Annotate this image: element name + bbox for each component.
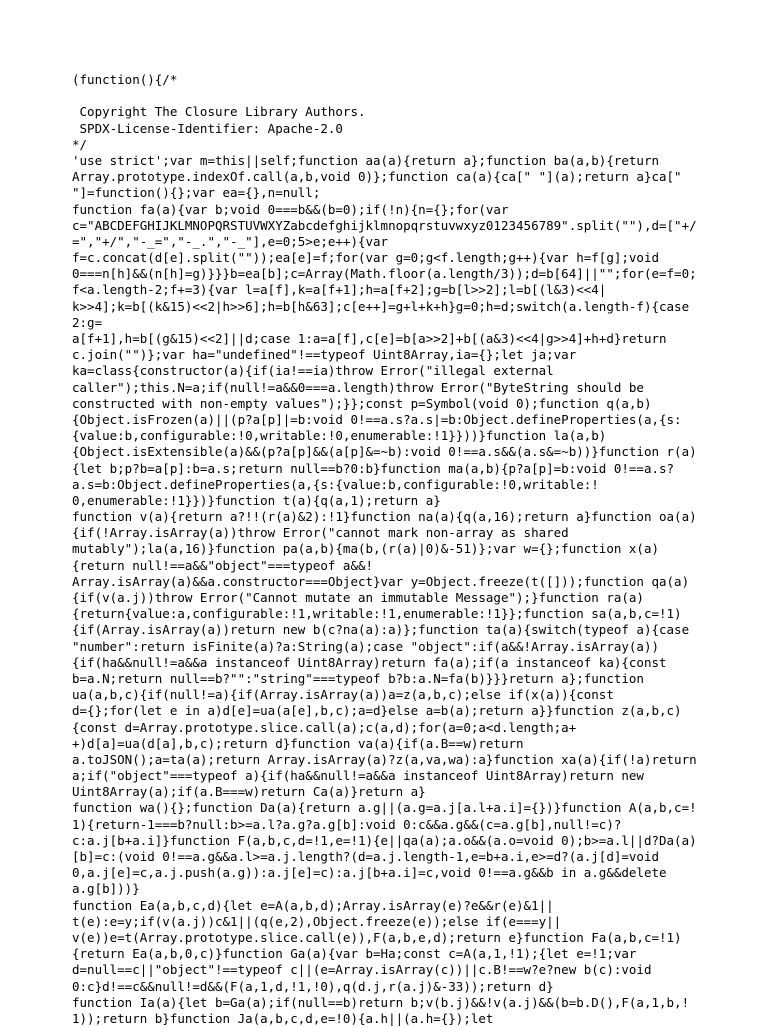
code-line: mutably");la(a,16)}function pa(a,b){ma(b,(r(a)|0)&-51)};var w={};function x(a) (72, 541, 659, 557)
code-line (72, 88, 712, 104)
code-line: function wa(){};function Da(a){return a.g||(a.g=a.j[a.l+a.i]={})}function A(a,b,c=! (72, 800, 697, 816)
code-line: d=null==c||"object"!==typeof c||(e=Array.isArray(c))||c.B!==w?e?new b(c):void (72, 962, 652, 978)
code-line: Array.prototype.indexOf.call(a,b,void 0)};function ca(a){ca[" "](a);return a}ca[" (72, 169, 682, 185)
code-line: a.toJSON();a=ta(a);return Array.isArray(a)?z(a,va,wa):a}function xa(a){if(!a)return (72, 751, 697, 767)
code-line: [b]=c:(void 0!==a.g&&a.l>=a.j.length?(d=a.j.length-1,e=b+a.i,e>=d?(a.j[d]=void (72, 849, 659, 864)
code-line: d={};for(let e in a)d[e]=ua(a[e],b,c);a=d}else a=b(a);return a}}function z(a,b,c) (72, 703, 682, 719)
code-line: "number":return isFinite(a)?a:String(a);case "object":if(a&&!Array.isArray(a)) (72, 638, 659, 654)
source-code-block (72, 72, 712, 1027)
code-line: SPDX-License-Identifier: Apache-2.0 (72, 120, 343, 136)
code-line: 1){return-1===b?null:b>=a.l?a.g?a.g[b]:void 0:c&&a.g&&(c=a.g[b],null!=c)? (72, 816, 622, 832)
code-line: {if(Array.isArray(a))return new b(c?na(a):a)};function ta(a){switch(typeof a){case (72, 622, 690, 638)
code-line: {let b;p?b=a[p]:b=a.s;return null==b?0:b}function ma(a,b){p?a[p]=b:void 0!==a.s? (72, 460, 675, 476)
code-line: {Object.isExtensible(a)&&(p?a[p]&&(a[p]&=~b):void 0!==a.s&&(a.s&=~b))}function r(a) (72, 444, 697, 460)
code-line: {const d=Array.prototype.slice.call(a);c(a,d);for(a=0;a<d.length;a+ (72, 719, 577, 735)
code-line: 0===n[h]&&(n[h]=g)}}}b=ea[b];c=Array(Math.floor(a.length/3));d=b[64]||"";for(e=f=0; (72, 266, 697, 282)
code-line: a.s=b:Object.defineProperties(a,{s:{value:b,configurable:!0,writable:! (72, 476, 599, 492)
code-line: =","+/","-_=","-_.","-_"],e=0;5>e;e++){var (72, 233, 389, 249)
code-line: constructed with non-empty values");}};const p=Symbol(void 0);function q(a,b) (72, 395, 652, 411)
code-line: f=c.concat(d[e].split(""));ea[e]=f;for(var g=0;g<f.length;g++){var h=f[g];void (72, 250, 659, 266)
code-line: function Ea(a,b,c,d){let e=A(a,b,d);Array.isArray(e)?e&&r(e)&1|| (72, 897, 554, 913)
code-line: a.g[b]))} (72, 881, 140, 897)
code-line: +)d[a]=ua(d[a],b,c);return d}function va(a){if(a.B==w)return (72, 735, 524, 751)
code-line: 1));return b}function Ja(a,b,c,d,e=!0){a.h||(a.h={});let (72, 1010, 494, 1026)
code-line: b=a.N;return null==b?"":"string"===typeof b?b:a.N=fa(b)}}}return a};function (72, 670, 644, 686)
code-line: c.join("")};var ha="undefined"!==typeof Uint8Array,ia={};let ja;var (72, 347, 577, 363)
code-line: a[f+1],h=b[(g&15)<<2]||d;case 1:a=a[f],c[e]=b[a>>2]+b[(a&3)<<4|g>>4]+h+d}return (72, 331, 667, 346)
code-line: Uint8Array(a);if(a.B===w)return Ca(a)}return a} (72, 784, 426, 800)
code-line: {Object.isFrozen(a)||(p?a[p]|=b:void 0!==a.s?a.s|=b:Object.defineProperties(a,{s: (72, 411, 682, 427)
code-line: {if(ha&&null!=a&&a instanceof Uint8Array)return fa(a);if(a instanceof ka){const (72, 654, 667, 670)
code-line: 0,a.j[e]=c,a.j.push(a.g)):a.j[e]=c):a.j[b+a.i]=c,void 0!==a.g&&b in a.g&&delete (72, 865, 667, 881)
code-line: ua(a,b,c){if(null!=a){if(Array.isArray(a))a=z(a,b,c);else if(x(a)){const (72, 687, 614, 703)
code-line: {return{value:a,configurable:!1,writable:!1,enumerable:!1}};function sa(a,b,c=!1) (72, 606, 682, 622)
code-line: v(e))e=t(Array.prototype.slice.call(e)),F(a,b,e,d);return e}function Fa(a,b,c=!1) (72, 929, 682, 945)
code-line: {value:b,configurable:!0,writable:!0,enumerable:!1}}))}function la(a,b) (72, 428, 607, 444)
code-line: function fa(a){var b;void 0===b&&(b=0);if(!n){n={};for(var (72, 201, 509, 217)
code-line: caller");this.N=a;if(null!=a&&0===a.length)throw Error("ByteString should be (72, 379, 644, 395)
code-line: k>>4];k=b[(k&15)<<2|h>>6];h=b[h&63];c[e++]=g+l+k+h}g=0;h=d;switch(a.length-f){case (72, 298, 690, 314)
code-line: function Ia(a){let b=Ga(a);if(null==b)return b;v(b.j)&&!v(a.j)&&(b=b.D(),F(a,1,b,! (72, 994, 690, 1010)
code-line: {return null!==a&&"object"===typeof a&&! (72, 557, 374, 573)
code-line: c:a.j[b+a.i]}function F(a,b,c,d=!1,e=!1){e||qa(a);a.o&&(a.o=void 0);b>=a.l||d?Da(a) (72, 832, 697, 848)
code-line: ka=class{constructor(a){if(ia!==ia)throw Error("illegal external (72, 363, 554, 379)
code-line: */ (72, 136, 88, 152)
code-line: c="ABCDEFGHIJKLMNOPQRSTUVWXYZabcdefghijklmnopqrstuvwxyz0123456789".split(""),d=["+/ (72, 217, 697, 233)
code-line: 0,enumerable:!1}})}function t(a){q(a,1);return a} (72, 492, 441, 508)
code-line: f<a.length-2;f+=3){var l=a[f],k=a[f+1];h=a[f+2];g=b[l>>2];l=b[(l&3)<<4| (72, 282, 607, 298)
code-line: function v(a){return a?!!(r(a)&2):!1}function na(a){q(a,16);return a}function oa(a) (72, 509, 697, 525)
code-line: a;if("object"===typeof a){if(ha&&null!=a&&a instanceof Uint8Array)return new (72, 768, 644, 784)
code-line: 2:g= (72, 314, 103, 330)
code-line: "]=function(){};var ea={},n=null; (72, 185, 321, 201)
code-line: {if(!Array.isArray(a))throw Error("cannot mark non-array as shared (72, 525, 569, 541)
code-line: {return Ea(a,b,0,c)}function Ga(a){var b=Ha;const c=A(a,1,!1);{let e=!1;var (72, 946, 637, 962)
code-line: 'use strict';var m=this||self;function aa(a){return a};function ba(a,b){return (72, 152, 659, 168)
code-line: (function(){/* (72, 72, 178, 87)
code-line: 0:c}d!==c&&null!=d&&(F(a,1,d,!1,!0),q(d.j,r(a.j)&-33));return d} (72, 978, 554, 994)
code-line: Copyright The Closure Library Authors. (72, 104, 366, 120)
code-line: {if(v(a.j))throw Error("Cannot mutate an immutable Message");}function ra(a) (72, 590, 644, 605)
code-line: t(e):e=y;if(v(a.j))c&1||(q(e,2),Object.freeze(e));else if(e===y|| (72, 913, 562, 929)
code-line: Array.isArray(a)&&a.constructor===Object}var y=Object.freeze(t([]));function qa(a) (72, 573, 690, 589)
